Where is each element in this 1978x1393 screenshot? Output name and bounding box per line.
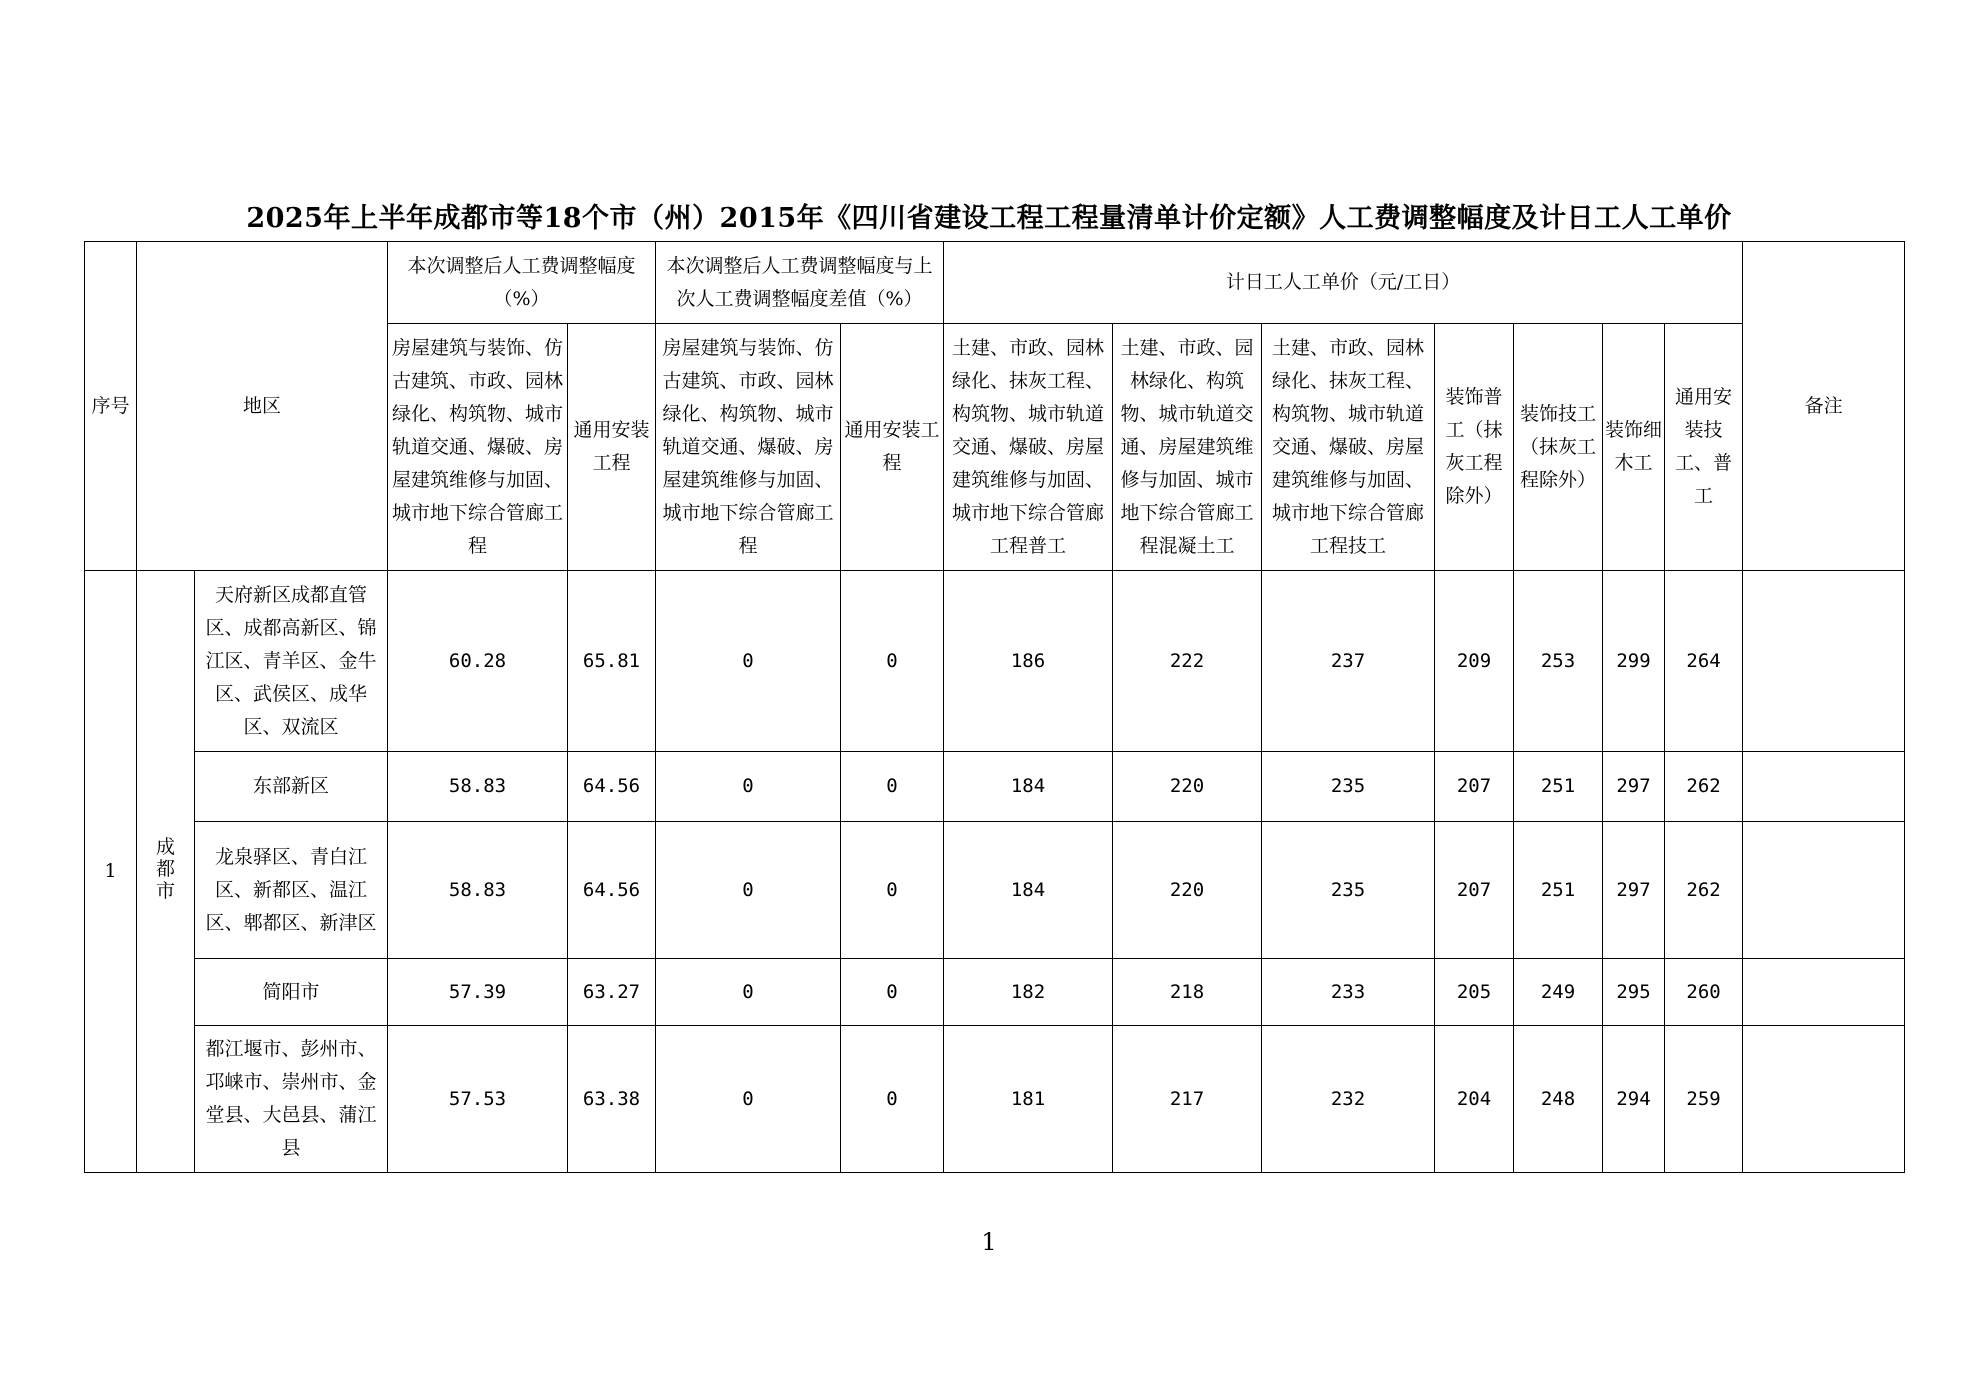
value-cell: 60.28 [388,571,568,752]
remark-cell [1743,822,1905,959]
header-region: 地区 [137,242,388,571]
remark-cell [1743,571,1905,752]
header-col: 通用安装技工、普工 [1665,324,1743,571]
value-cell: 186 [944,571,1113,752]
value-cell: 297 [1603,822,1665,959]
value-cell: 222 [1113,571,1262,752]
labor-price-table [84,241,1905,1173]
value-cell: 184 [944,752,1113,822]
value-cell: 295 [1603,959,1665,1026]
value-cell: 220 [1113,822,1262,959]
value-cell: 264 [1665,571,1743,752]
remark-cell [1743,1026,1905,1173]
header-col: 装饰技工（抹灰工程除外） [1514,324,1603,571]
value-cell: 262 [1665,752,1743,822]
value-cell: 205 [1435,959,1514,1026]
area-cell: 都江堰市、彭州市、邛崃市、崇州市、金堂县、大邑县、蒲江县 [195,1026,388,1173]
header-col: 土建、市政、园林绿化、抹灰工程、构筑物、城市轨道交通、爆破、房屋建筑维修与加固、城市地下综合管廊工程技工 [1262,324,1435,571]
value-cell: 0 [841,1026,944,1173]
remark-cell [1743,752,1905,822]
city-name: 成都市 [155,835,175,902]
area-cell: 龙泉驿区、青白江区、新都区、温江区、郫都区、新津区 [195,822,388,959]
value-cell: 260 [1665,959,1743,1026]
header-adjust-diff: 本次调整后人工费调整幅度与上次人工费调整幅度差值（%） [656,242,944,324]
value-cell: 182 [944,959,1113,1026]
value-cell: 0 [656,571,841,752]
seq-cell: 1 [85,571,137,1173]
table-row [85,752,1905,822]
value-cell: 237 [1262,571,1435,752]
value-cell: 63.27 [568,959,656,1026]
page-number: 1 [981,1228,997,1256]
value-cell: 251 [1514,822,1603,959]
value-cell: 251 [1514,752,1603,822]
header-adjust-range: 本次调整后人工费调整幅度（%） [388,242,656,324]
area-cell: 简阳市 [195,959,388,1026]
value-cell: 233 [1262,959,1435,1026]
value-cell: 217 [1113,1026,1262,1173]
value-cell: 220 [1113,752,1262,822]
header-seq: 序号 [85,242,137,571]
header-col: 装饰细木工 [1603,324,1665,571]
table-row [85,1026,1905,1173]
value-cell: 184 [944,822,1113,959]
value-cell: 294 [1603,1026,1665,1173]
value-cell: 0 [841,822,944,959]
value-cell: 0 [656,1026,841,1173]
value-cell: 63.38 [568,1026,656,1173]
value-cell: 218 [1113,959,1262,1026]
value-cell: 262 [1665,822,1743,959]
value-cell: 57.53 [388,1026,568,1173]
header-col: 房屋建筑与装饰、仿古建筑、市政、园林绿化、构筑物、城市轨道交通、爆破、房屋建筑维修与加固、城市地下综合管廊工程 [388,324,568,571]
value-cell: 58.83 [388,752,568,822]
value-cell: 58.83 [388,822,568,959]
header-remark: 备注 [1743,242,1905,571]
remark-cell [1743,959,1905,1026]
value-cell: 248 [1514,1026,1603,1173]
value-cell: 259 [1665,1026,1743,1173]
value-cell: 207 [1435,752,1514,822]
table-row [85,959,1905,1026]
value-cell: 249 [1514,959,1603,1026]
value-cell: 64.56 [568,752,656,822]
value-cell: 0 [841,752,944,822]
value-cell: 0 [841,959,944,1026]
value-cell: 299 [1603,571,1665,752]
value-cell: 57.39 [388,959,568,1026]
area-cell: 东部新区 [195,752,388,822]
value-cell: 0 [841,571,944,752]
value-cell: 207 [1435,822,1514,959]
value-cell: 0 [656,822,841,959]
header-col: 通用安装工程 [568,324,656,571]
header-col: 土建、市政、园林绿化、抹灰工程、构筑物、城市轨道交通、爆破、房屋建筑维修与加固、城市地下综合管廊工程普工 [944,324,1113,571]
value-cell: 0 [656,752,841,822]
value-cell: 64.56 [568,822,656,959]
value-cell: 204 [1435,1026,1514,1173]
value-cell: 0 [656,959,841,1026]
document-title: 2025年上半年成都市等18个市（州）2015年《四川省建设工程工程量清单计价定额》人工费调整幅度及计日工人工单价 [246,203,1732,234]
table-row [85,822,1905,959]
header-col: 房屋建筑与装饰、仿古建筑、市政、园林绿化、构筑物、城市轨道交通、爆破、房屋建筑维修与加固、城市地下综合管廊工程 [656,324,841,571]
value-cell: 253 [1514,571,1603,752]
value-cell: 297 [1603,752,1665,822]
header-daily-price: 计日工人工单价（元/工日） [944,242,1743,324]
city-cell [137,571,195,1173]
value-cell: 235 [1262,752,1435,822]
value-cell: 65.81 [568,571,656,752]
value-cell: 209 [1435,571,1514,752]
header-row-1 [85,242,1905,324]
area-cell: 天府新区成都直管区、成都高新区、锦江区、青羊区、金牛区、武侯区、成华区、双流区 [195,571,388,752]
value-cell: 235 [1262,822,1435,959]
value-cell: 181 [944,1026,1113,1173]
header-col: 土建、市政、园林绿化、构筑物、城市轨道交通、房屋建筑维修与加固、城市地下综合管廊工程混凝土工 [1113,324,1262,571]
value-cell: 232 [1262,1026,1435,1173]
header-col: 通用安装工程 [841,324,944,571]
table-row [85,571,1905,752]
header-col: 装饰普工（抹灰工程除外） [1435,324,1514,571]
